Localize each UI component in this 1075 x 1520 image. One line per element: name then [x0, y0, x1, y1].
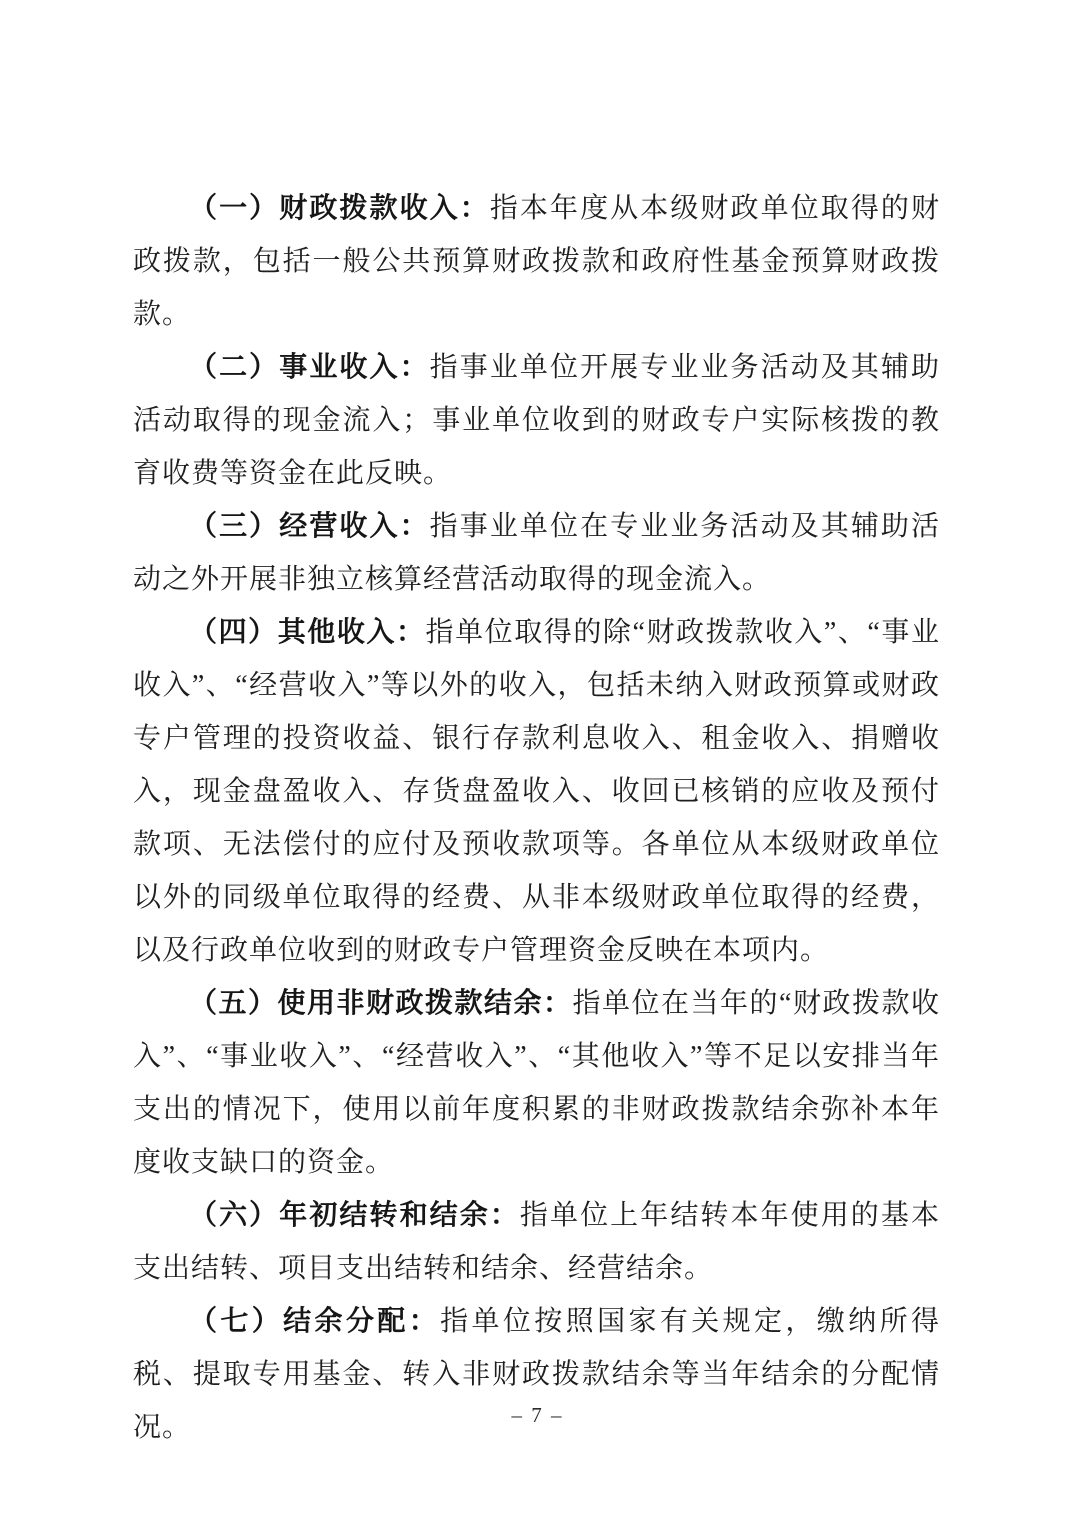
paragraph-text: 指单位在当年的“财政拨款收入”、“事业收入”、“经营收入”、“其他收入”等不足以安排当年支出的情况下，使用以前年度积累的非财政拨款结余弥补本年度收支缺口的资金。: [133, 988, 940, 1178]
paragraph-lead: （四）其他收入：: [189, 617, 426, 648]
paragraph-lead: （三）经营收入：: [189, 511, 430, 542]
paragraph-text: 指单位按照国家有关规定，缴纳所得税、提取专用基金、转入非财政拨款结余等当年结余的分配情况。: [133, 1306, 940, 1443]
paragraph-use-of-non-fiscal-surplus: [133, 977, 940, 1189]
paragraph-carryover-and-surplus: [133, 1189, 940, 1295]
paragraph-text: 指单位上年结转本年使用的基本支出结转、项目支出结转和结余、经营结余。: [133, 1200, 940, 1284]
paragraph-fiscal-appropriation-income: [133, 182, 940, 341]
paragraph-text: 指事业单位在专业业务活动及其辅助活动之外开展非独立核算经营活动取得的现金流入。: [133, 511, 940, 595]
paragraph-text: 指单位取得的除“财政拨款收入”、“事业收入”、“经营收入”等以外的收入，包括未纳入财政预算或财政专户管理的投资收益、银行存款利息收入、租金收入、捐赠收入，现金盘盈收入、存货盘盈收入、收回已核销的应收及预付款项、无法偿付的应付及预收款项等。各单位从本级财政单位以外的同级单位取得的经费、从非本级财政单位取得的经费，以及行政单位收到的财政专户管理资金反映在本项内。: [133, 617, 940, 966]
paragraph-lead: （五）使用非财政拨款结余：: [189, 988, 573, 1019]
paragraph-business-income: [133, 500, 940, 606]
paragraph-text: 指本年度从本级财政单位取得的财政拨款，包括一般公共预算财政拨款和政府性基金预算财政拨款。: [133, 193, 940, 330]
paragraph-lead: （七）结余分配：: [189, 1306, 441, 1337]
paragraph-lead: （二）事业收入：: [189, 352, 430, 383]
document-body: [133, 182, 940, 1454]
paragraph-operating-income-institutions: [133, 341, 940, 500]
paragraph-lead: （六）年初结转和结余：: [189, 1200, 520, 1231]
paragraph-other-income: [133, 606, 940, 977]
page-number: – 7 –: [511, 1403, 564, 1427]
paragraph-surplus-distribution: [133, 1295, 940, 1454]
paragraph-lead: （一）财政拨款收入：: [189, 193, 490, 224]
paragraph-text: 指事业单位开展专业业务活动及其辅助活动取得的现金流入；事业单位收到的财政专户实际核拨的教育收费等资金在此反映。: [133, 352, 940, 489]
